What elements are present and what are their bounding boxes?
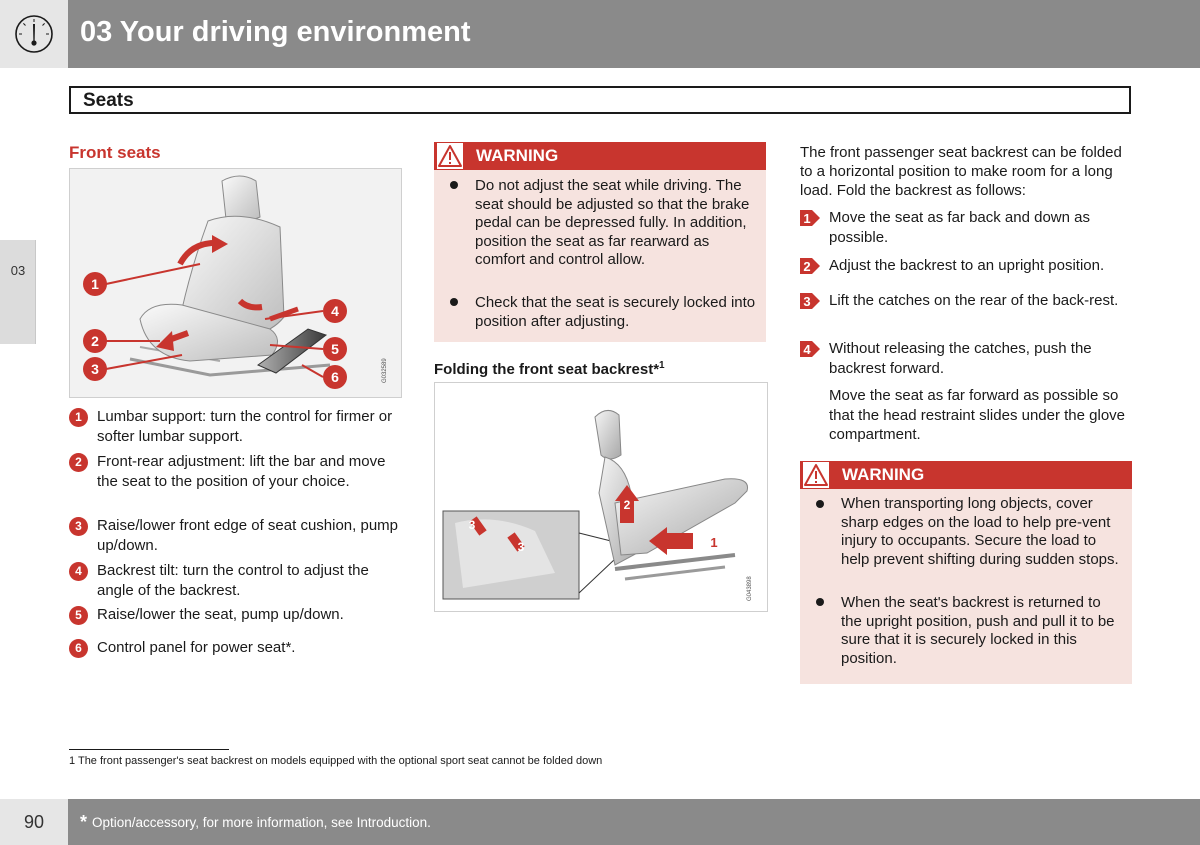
page-number: 90 — [23, 812, 45, 832]
footer-note: Option/accessory, for more information, see Introduction. — [92, 815, 431, 830]
figure-code: G032589 — [382, 358, 388, 383]
svg-text:1: 1 — [803, 211, 811, 226]
warning-text: When transporting long objects, cover sharp edges on the load to help pre-vent injury to occupants. Secure the load to help prevent shifting during sudden stops. — [841, 495, 1119, 568]
step-text: Without releasing the catches, push the backrest forward. — [829, 340, 1092, 377]
side-tab-label: 03 — [10, 263, 26, 278]
fig1-callout — [323, 365, 347, 389]
fig2-callout: 2 — [623, 498, 631, 512]
warning-header — [800, 461, 1132, 489]
section-title: Seats — [83, 90, 134, 111]
step-text: Move the seat as far back and down as possible. — [829, 209, 1090, 246]
warning-title: WARNING — [842, 465, 925, 484]
chapter-title: 03 Your driving environment — [80, 16, 471, 48]
fig1-callout — [323, 337, 347, 361]
fig1-callout — [323, 299, 347, 323]
section-header — [69, 86, 1131, 114]
warning-box — [434, 142, 766, 342]
gauge-icon — [14, 14, 54, 54]
fig1-callout — [83, 272, 107, 296]
front-seats-heading: Front seats — [69, 143, 161, 162]
number-badge: 1 — [69, 408, 88, 427]
fig1-callout — [83, 329, 107, 353]
svg-text:3: 3 — [803, 294, 811, 309]
list-item-text: Backrest tilt: turn the control to adjust the angle of the backrest. — [97, 562, 369, 599]
chapter-icon-box — [0, 0, 68, 68]
svg-text:1: 1 — [91, 276, 99, 292]
footnote-ref: 1 — [659, 360, 665, 371]
front-seat-illustration — [69, 168, 402, 398]
warning-triangle-icon — [803, 462, 829, 488]
step-text: Lift the catches on the rear of the back-rest. — [829, 292, 1119, 309]
bullet-dot — [816, 598, 824, 606]
folding-heading: Folding the front seat backrest*$^1$ — [434, 360, 665, 378]
fold-backrest-illustration — [434, 382, 768, 612]
step-text: Adjust the backrest to an upright position. — [829, 257, 1105, 274]
step-arrow-badge — [800, 292, 820, 310]
fig2-callout: 3 — [468, 518, 476, 532]
figure-code: G043898 — [747, 576, 753, 601]
number-badge: 4 — [69, 562, 88, 581]
step-arrow-badge — [800, 340, 820, 358]
warning-text: Do not adjust the seat while driving. The seat should be adjusted so that the brake pedal can be depressed fully. In addition, position the seat as far rearward as comfort and control allow. — [475, 177, 750, 268]
svg-text:4: 4 — [803, 342, 811, 357]
svg-text:2: 2 — [803, 259, 811, 274]
intro-paragraph: The front passenger seat backrest can be folded to a horizontal position to make room for a long load. Fold the backrest as follows: — [800, 144, 1122, 199]
svg-text:6: 6 — [331, 369, 339, 385]
step-arrow-badge — [800, 209, 820, 227]
warning-text: When the seat's backrest is returned to the upright position, push and pull it to be sure that it is securely locked in this position. — [841, 594, 1115, 667]
footer-page-box — [0, 799, 68, 845]
list-item-text: Front-rear adjustment: lift the bar and move the seat to the position of your choice. — [97, 453, 386, 490]
warning-title: WARNING — [476, 146, 559, 165]
number-badge: 6 — [69, 639, 88, 658]
svg-text:4: 4 — [331, 303, 339, 319]
fig2-callout: 3 — [517, 540, 525, 554]
warning-box — [800, 461, 1132, 684]
warning-header — [434, 142, 766, 170]
svg-text:3: 3 — [91, 361, 99, 377]
warning-text: Check that the seat is securely locked into position after adjusting. — [475, 294, 756, 330]
number-badge: 3 — [69, 517, 88, 536]
bullet-dot — [450, 181, 458, 189]
footnote: 1 The front passenger's seat backrest on models equipped with the optional sport seat cannot be folded down — [69, 755, 603, 767]
list-item-text: Raise/lower front edge of seat cushion, pump up/down. — [97, 517, 399, 554]
svg-text:2: 2 — [91, 333, 99, 349]
chapter-side-tab — [0, 240, 36, 344]
warning-icon-box — [803, 462, 829, 488]
bullet-dot — [816, 500, 824, 508]
svg-text:5: 5 — [331, 341, 339, 357]
list-item-text: Lumbar support: turn the control for firmer or softer lumbar support. — [97, 408, 393, 445]
warning-icon-box — [437, 143, 463, 169]
bullet-dot — [450, 298, 458, 306]
list-item-text: Control panel for power seat*. — [97, 639, 296, 656]
fig2-callout: 1 — [710, 535, 718, 550]
step-followup-text: Move the seat as far forward as possible so that the head restraint slides under the glove compartment. — [829, 387, 1126, 443]
fig1-callout — [83, 357, 107, 381]
footnote-rule — [69, 749, 229, 750]
step-arrow-badge — [800, 257, 820, 275]
number-badge: 2 — [69, 453, 88, 472]
list-item-text: Raise/lower the seat, pump up/down. — [97, 606, 344, 623]
footer-asterisk: * — [80, 812, 88, 832]
number-badge: 5 — [69, 606, 88, 625]
warning-triangle-icon — [437, 143, 463, 169]
